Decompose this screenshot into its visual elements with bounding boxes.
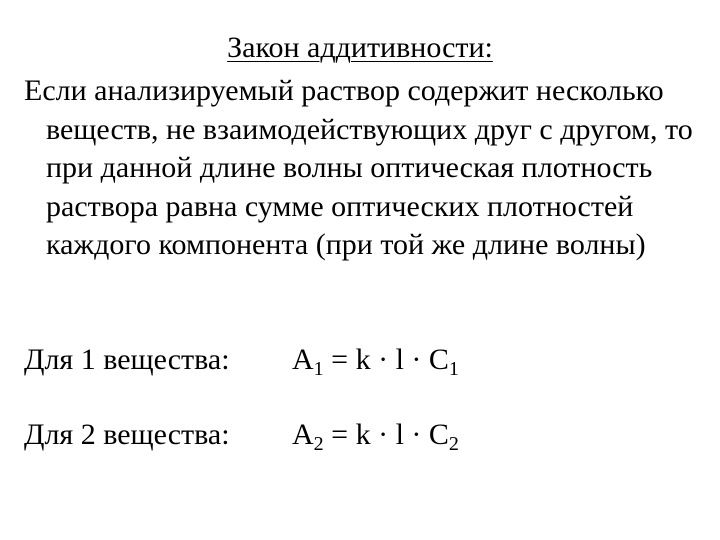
- formula-row-label: Для 2 вещества:: [24, 418, 230, 451]
- formula-lhs-base: A: [292, 418, 314, 451]
- formula-expression: [292, 340, 459, 380]
- slide-title: Закон аддитивности:: [227, 31, 493, 64]
- formula-rhs-subscript: 1: [448, 358, 459, 380]
- formula-row-label: Для 1 вещества:: [24, 343, 230, 376]
- formula-lhs-base: A: [292, 343, 314, 376]
- formula-lhs-subscript: 1: [313, 358, 324, 380]
- formula-lhs-subscript: 2: [313, 433, 324, 455]
- formula-expression: [292, 415, 459, 455]
- formula-middle: = k · l · C: [323, 343, 449, 376]
- additivity-law-statement: Если анализируемый раствор содержит несколько веществ, не взаимодействующих друг с другом, то при данной длине волны оптическая плотность раствора равна сумме оптических плотностей каждого компонента (при той же длине волны): [24, 74, 693, 261]
- formula-middle: = k · l · C: [323, 418, 449, 451]
- formula-rhs-subscript: 2: [448, 433, 459, 455]
